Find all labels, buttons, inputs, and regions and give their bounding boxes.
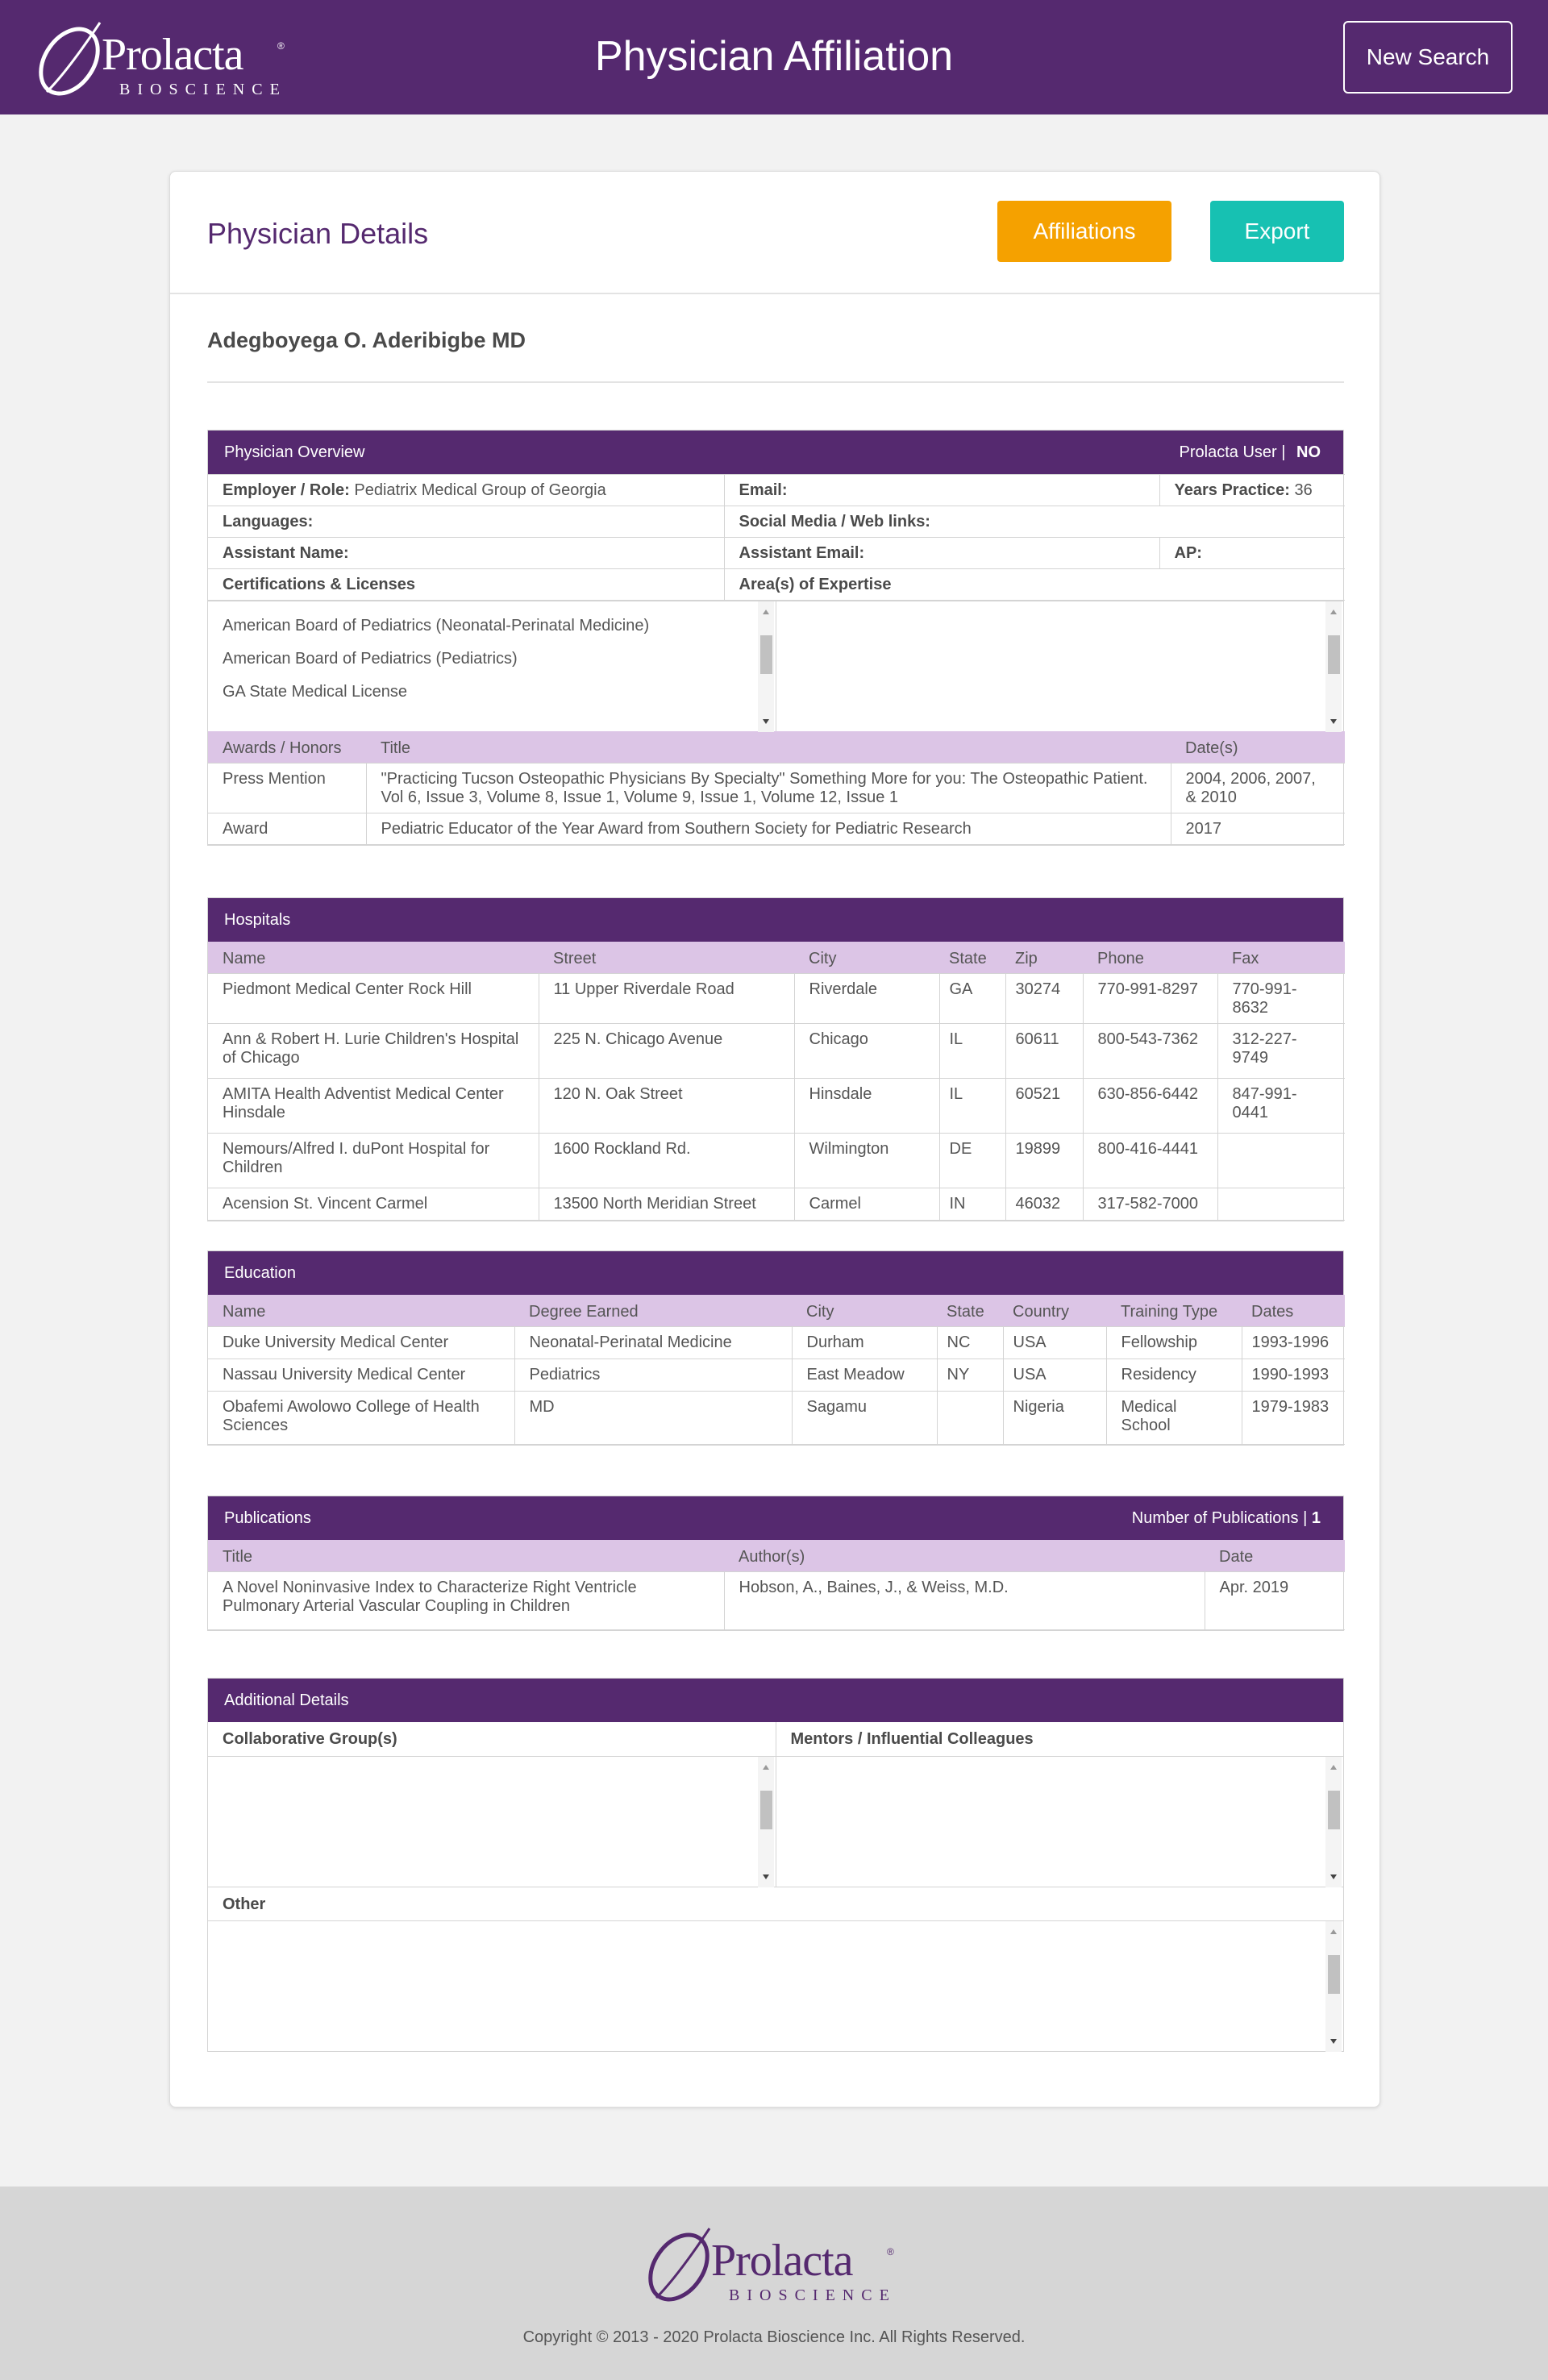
training-type: Medical School (1106, 1392, 1242, 1445)
hospital-state: GA (939, 974, 1005, 1024)
publications-col-title: Title (208, 1540, 724, 1572)
table-row (208, 1392, 1345, 1445)
hospital-street: 225 N. Chicago Avenue (539, 1024, 794, 1079)
education-col-state: State (937, 1295, 1003, 1327)
card-header (170, 172, 1379, 294)
page-title: Physician Affiliation (594, 33, 954, 80)
footer-logo (645, 2220, 903, 2309)
scrollbar[interactable] (758, 601, 774, 732)
hospital-street: 11 Upper Riverdale Road (539, 974, 794, 1024)
table-row (208, 1188, 1345, 1221)
hospital-city: Wilmington (794, 1134, 939, 1188)
award-type: Press Mention (208, 764, 366, 813)
certs-header-cell (208, 569, 724, 601)
education-col-degree: Degree Earned (514, 1295, 792, 1327)
years-label: Years Practice: (1174, 481, 1290, 499)
hospitals-col-city: City (794, 942, 939, 974)
hospital-zip: 30274 (1005, 974, 1083, 1024)
hospital-zip: 60611 (1005, 1024, 1083, 1079)
expertise-list[interactable] (776, 601, 1344, 731)
logo-swoosh-icon (645, 2220, 718, 2309)
hospital-city: Riverdale (794, 974, 939, 1024)
hospitals-col-zip: Zip (1005, 942, 1083, 974)
school-country: USA (1003, 1359, 1106, 1392)
scroll-thumb[interactable] (1328, 1791, 1340, 1829)
scrollbar[interactable] (758, 1757, 774, 1887)
school-city: East Meadow (792, 1359, 937, 1392)
years-cell (1159, 475, 1345, 506)
affiliations-button[interactable]: Affiliations (997, 201, 1171, 262)
page-footer (0, 2187, 1548, 2380)
education-col-dates: Dates (1242, 1295, 1345, 1327)
additional-details-section (207, 1678, 1344, 2052)
award-type: Award (208, 813, 366, 845)
scroll-thumb[interactable] (1328, 1955, 1340, 1994)
hospital-street: 1600 Rockland Rd. (539, 1134, 794, 1188)
hospital-city: Hinsdale (794, 1079, 939, 1134)
hospital-phone: 317-582-7000 (1083, 1188, 1217, 1221)
certifications-list[interactable] (208, 601, 776, 731)
hospital-name: Nemours/Alfred I. duPont Hospital for Children (208, 1134, 539, 1188)
award-dates: 2004, 2006, 2007, & 2010 (1171, 764, 1345, 813)
school-state (937, 1392, 1003, 1445)
assistant-name-cell (208, 538, 724, 569)
certification-item: American Board of Pediatrics (Pediatrics) (223, 650, 518, 668)
degree-earned: Neonatal-Perinatal Medicine (514, 1327, 792, 1359)
expertise-label: Area(s) of Expertise (739, 576, 892, 593)
school-state: NY (937, 1359, 1003, 1392)
education-col-training: Training Type (1106, 1295, 1242, 1327)
section-header (208, 1496, 1343, 1540)
new-search-button[interactable]: New Search (1343, 21, 1513, 94)
scroll-down-icon[interactable] (1330, 719, 1337, 724)
hospital-street: 120 N. Oak Street (539, 1079, 794, 1134)
school-city: Durham (792, 1327, 937, 1359)
hospital-street: 13500 North Meridian Street (539, 1188, 794, 1221)
table-row (208, 1359, 1345, 1392)
divider (207, 381, 1344, 383)
scrollbar[interactable] (1325, 601, 1342, 732)
certification-item: American Board of Pediatrics (Neonatal-Perinatal Medicine) (223, 617, 650, 635)
collab-mentors-boxes (208, 1756, 1343, 1887)
education-dates: 1979-1983 (1242, 1392, 1345, 1445)
scroll-up-icon[interactable] (1330, 610, 1337, 614)
publication-title: A Novel Noninvasive Index to Characterize Right Ventricle Pulmonary Arterial Vascular Coupling in Children (208, 1572, 724, 1630)
hospital-zip: 19899 (1005, 1134, 1083, 1188)
hospitals-col-name: Name (208, 942, 539, 974)
table-row (208, 1572, 1345, 1630)
scrollbar[interactable] (1325, 1921, 1342, 2052)
scrollbar[interactable] (1325, 1757, 1342, 1887)
section-header (208, 1251, 1343, 1295)
footer-logo-subtitle: BIOSCIENCE (729, 2286, 897, 2304)
hospital-city: Carmel (794, 1188, 939, 1221)
section-title: Hospitals (224, 911, 291, 929)
school-name: Nassau University Medical Center (208, 1359, 514, 1392)
scroll-down-icon[interactable] (1330, 1874, 1337, 1879)
employer-cell (208, 475, 724, 506)
awards-col-type: Awards / Honors (208, 731, 366, 764)
school-name: Obafemi Awolowo College of Health Sciences (208, 1392, 514, 1445)
certs-expertise-row (208, 601, 1343, 731)
section-header (208, 1679, 1343, 1722)
table-row (208, 1327, 1345, 1359)
physician-details-card (169, 171, 1380, 2107)
hospitals-col-street: Street (539, 942, 794, 974)
hospital-state: DE (939, 1134, 1005, 1188)
hospital-fax (1217, 1188, 1345, 1221)
section-header (208, 898, 1343, 942)
awards-table (208, 731, 1345, 845)
email-label: Email: (739, 481, 788, 499)
languages-label: Languages: (223, 513, 314, 531)
degree-earned: Pediatrics (514, 1359, 792, 1392)
scroll-up-icon[interactable] (1330, 1929, 1337, 1934)
prolacta-user-status (1180, 431, 1321, 474)
hospital-zip: 60521 (1005, 1079, 1083, 1134)
ap-cell (1159, 538, 1345, 569)
hospitals-col-state: State (939, 942, 1005, 974)
languages-cell (208, 506, 724, 538)
card-title: Physician Details (207, 217, 429, 250)
hospital-fax: 770-991-8632 (1217, 974, 1345, 1024)
award-title: "Practicing Tucson Osteopathic Physicians By Specialty" Something More for you: The Osteopathic Patient. Vol 6, Issue 3, Volume 8, Issue 1, Volume 9, Issue 1, Volume 12, Issue 1 (366, 764, 1171, 813)
education-section (207, 1250, 1344, 1446)
hospital-fax: 847-991-0441 (1217, 1079, 1345, 1134)
logo-registered: ® (277, 40, 285, 52)
scroll-up-icon[interactable] (763, 1765, 769, 1770)
years-value: 36 (1294, 481, 1313, 499)
scroll-down-icon[interactable] (763, 1874, 769, 1879)
publications-table (208, 1540, 1345, 1630)
award-dates: 2017 (1171, 813, 1345, 845)
table-row (208, 813, 1345, 845)
publication-date: Apr. 2019 (1205, 1572, 1345, 1630)
school-city: Sagamu (792, 1392, 937, 1445)
hospitals-col-phone: Phone (1083, 942, 1217, 974)
hospital-fax (1217, 1134, 1345, 1188)
email-cell (724, 475, 1159, 506)
social-cell (724, 506, 1345, 538)
hospitals-table (208, 942, 1345, 1221)
publications-count-value: 1 (1311, 1509, 1321, 1527)
social-label: Social Media / Web links: (739, 513, 930, 531)
publications-col-authors: Author(s) (724, 1540, 1205, 1572)
school-name: Duke University Medical Center (208, 1327, 514, 1359)
scroll-thumb[interactable] (760, 1791, 772, 1829)
prolacta-user-label: Prolacta User | (1179, 443, 1286, 461)
scroll-thumb[interactable] (760, 635, 772, 674)
employer-label: Employer / Role: (223, 481, 350, 499)
employer-value: Pediatrix Medical Group of Georgia (354, 481, 606, 499)
ap-label: AP: (1174, 544, 1202, 562)
assistant-name-label: Assistant Name: (223, 544, 349, 562)
publications-count (1132, 1496, 1321, 1540)
scroll-thumb[interactable] (1328, 635, 1340, 674)
table-row (208, 1079, 1345, 1134)
education-col-name: Name (208, 1295, 514, 1327)
hospital-name: Piedmont Medical Center Rock Hill (208, 974, 539, 1024)
logo-subtitle: BIOSCIENCE (119, 81, 287, 98)
mentors-textarea[interactable] (776, 1756, 1344, 1887)
education-table (208, 1295, 1345, 1445)
hospital-state: IL (939, 1024, 1005, 1079)
hospital-name: Acension St. Vincent Carmel (208, 1188, 539, 1221)
hospital-phone: 800-543-7362 (1083, 1024, 1217, 1079)
hospital-state: IN (939, 1188, 1005, 1221)
collab-mentors-labels (208, 1722, 1343, 1756)
section-header (208, 431, 1343, 474)
footer-logo-wordmark: Prolacta (711, 2236, 853, 2286)
physician-name: Adegboyega O. Aderibigbe MD (207, 328, 526, 352)
hospital-phone: 630-856-6442 (1083, 1079, 1217, 1134)
school-country: USA (1003, 1327, 1106, 1359)
hospital-phone: 800-416-4441 (1083, 1134, 1217, 1188)
education-col-country: Country (1003, 1295, 1106, 1327)
table-row (208, 1134, 1345, 1188)
awards-col-title: Title (366, 731, 1171, 764)
table-row (208, 1024, 1345, 1079)
hospital-phone: 770-991-8297 (1083, 974, 1217, 1024)
app-header (0, 0, 1548, 114)
education-dates: 1990-1993 (1242, 1359, 1345, 1392)
mentors-label: Mentors / Influential Colleagues (790, 1730, 1034, 1748)
hospital-state: IL (939, 1079, 1005, 1134)
education-col-city: City (792, 1295, 937, 1327)
scroll-down-icon[interactable] (1330, 2039, 1337, 2044)
logo-wordmark: Prolacta (102, 30, 243, 80)
expertise-header-cell (724, 569, 1345, 601)
hospital-name: Ann & Robert H. Lurie Children's Hospital of Chicago (208, 1024, 539, 1079)
section-title: Publications (224, 1509, 311, 1527)
hospital-zip: 46032 (1005, 1188, 1083, 1221)
scroll-down-icon[interactable] (763, 719, 769, 724)
other-textarea[interactable] (208, 1920, 1343, 2051)
physician-overview-section (207, 430, 1344, 846)
publications-section (207, 1496, 1344, 1631)
publications-col-date: Date (1205, 1540, 1345, 1572)
degree-earned: MD (514, 1392, 792, 1445)
table-row (208, 764, 1345, 813)
prolacta-user-value: NO (1296, 443, 1321, 461)
section-title: Additional Details (224, 1691, 349, 1709)
hospitals-section (207, 897, 1344, 1221)
section-title: Education (224, 1264, 296, 1282)
school-state: NC (937, 1327, 1003, 1359)
footer-logo-registered: ® (887, 2246, 894, 2257)
other-label: Other (208, 1887, 1343, 1920)
training-type: Residency (1106, 1359, 1242, 1392)
copyright-text: Copyright © 2013 - 2020 Prolacta Bioscience Inc. All Rights Reserved. (522, 2328, 1026, 2346)
scroll-up-icon[interactable] (763, 610, 769, 614)
collab-groups-textarea[interactable] (208, 1756, 776, 1887)
award-title: Pediatric Educator of the Year Award from Southern Society for Pediatric Research (366, 813, 1171, 845)
school-country: Nigeria (1003, 1392, 1106, 1445)
overview-table (208, 474, 1345, 601)
collab-label: Collaborative Group(s) (208, 1722, 776, 1756)
certification-item: GA State Medical License (223, 683, 408, 701)
hospital-fax: 312-227-9749 (1217, 1024, 1345, 1079)
section-title: Physician Overview (224, 443, 365, 461)
publications-count-label: Number of Publications | (1131, 1509, 1308, 1527)
assistant-email-label: Assistant Email: (739, 544, 865, 562)
hospitals-col-fax: Fax (1217, 942, 1345, 974)
publication-authors: Hobson, A., Baines, J., & Weiss, M.D. (724, 1572, 1205, 1630)
hospital-name: AMITA Health Adventist Medical Center Hinsdale (208, 1079, 539, 1134)
hospital-city: Chicago (794, 1024, 939, 1079)
table-row (208, 974, 1345, 1024)
certs-label: Certifications & Licenses (223, 576, 415, 593)
awards-col-dates: Date(s) (1171, 731, 1345, 764)
education-dates: 1993-1996 (1242, 1327, 1345, 1359)
training-type: Fellowship (1106, 1327, 1242, 1359)
export-button[interactable]: Export (1210, 201, 1344, 262)
assistant-email-cell (724, 538, 1159, 569)
scroll-up-icon[interactable] (1330, 1765, 1337, 1770)
